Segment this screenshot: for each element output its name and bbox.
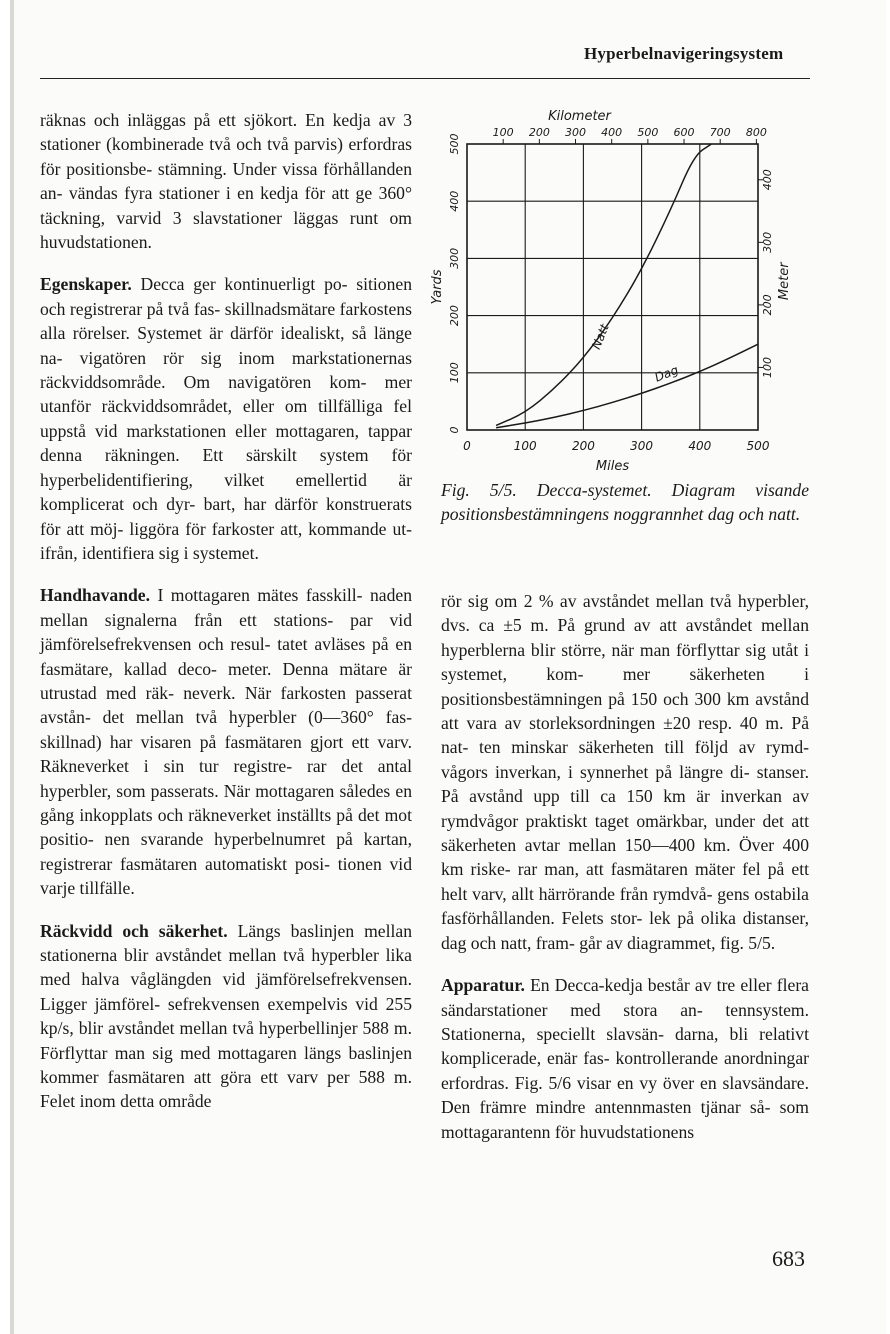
paragraph-egenskaper (40, 272, 412, 565)
x-tick-label: 400 (688, 439, 712, 453)
right-tick-label: 400 (761, 169, 774, 191)
y-tick-label: 200 (448, 305, 461, 327)
x-tick-label: 300 (630, 439, 654, 453)
right-tick-label: 300 (761, 231, 774, 253)
top-tick-label: 600 (673, 126, 695, 139)
x-axis-title: Miles (595, 459, 630, 474)
page-number: 683 (772, 1246, 805, 1271)
paragraph-text: räknas och inläggas på ett sjökort. En kedja av 3 stationer (kombinerade två och två parvis) erfordras för positionsbe- stämning. Under vissa förhållanden an- vändas fyra stationer i en kedja för att ge 360° täckning, varvid 3 slavstationer läggas runt om huvudstationen. (40, 110, 412, 253)
y-tick-label: 100 (448, 362, 461, 384)
right-tick-label: 200 (761, 294, 774, 316)
paragraph-heading: Apparatur. (441, 975, 525, 996)
top-tick-label: 700 (709, 126, 731, 139)
paragraph-text: En Decca-kedja består av tre eller flera sändarstationer med stora an- tennsystem. Stationerna, speciellt slavsän- darna, bli relativt komplicerade, enär fas- kontrollerande anordningar erfordras. Fig. 5/6 visar en vy över en slavsändare. Den främre mindre antennmasten tjänar så- som mottagarantenn för huvudstationens (441, 975, 809, 1142)
top-tick-label: 400 (601, 126, 623, 139)
plot-frame (467, 144, 758, 430)
running-head: Hyperbelnavigeringsystem (584, 44, 784, 63)
right-column (441, 589, 809, 1144)
paragraph-handhavande (40, 583, 412, 900)
paragraph-text: Längs baslinjen mellan stationerna blir avståndet mellan två hyperbler lika med halva våglängden vid jämförelsefrekvensen. Ligger jämförel- sefrekvensen exempelvis vid 255 kp/s, blir avståndet mellan två hyperbellinjer 588 m. Förflyttar man sig med mottagaren längs baslinjen kommer fasmätaren att göra ett varv per 588 m. Felet inom detta område (40, 920, 412, 1112)
right-tick-label: 100 (761, 356, 774, 378)
paragraph-apparatur (441, 973, 809, 1144)
paragraph-heading: Handhavande. (40, 585, 151, 606)
accuracy-chart (425, 100, 810, 480)
paragraph-heading: Egenskaper. (40, 274, 132, 295)
y-axis-title: Yards (430, 269, 445, 305)
top-tick-label: 500 (637, 126, 659, 139)
paragraph-rackvidd (40, 919, 412, 1114)
header-rule (40, 78, 810, 79)
paragraph-error-range (441, 589, 809, 955)
top-axis-title: Kilometer (548, 109, 611, 124)
curve-natt (496, 144, 711, 425)
x-tick-label: 100 (513, 439, 537, 453)
top-tick-label: 100 (492, 126, 514, 139)
series-label-natt: Natt (589, 322, 612, 352)
paragraph-heading: Räckvidd och säkerhet. (40, 920, 228, 941)
y-tick-label: 300 (448, 247, 461, 269)
y-tick-label: 400 (448, 190, 461, 212)
paragraph-intro (40, 108, 412, 254)
top-tick-label: 200 (528, 126, 550, 139)
series-label-dag: Dag (652, 362, 681, 385)
right-axis-title: Meter (777, 262, 792, 301)
left-column (40, 108, 412, 1114)
x-tick-label: 500 (746, 439, 770, 453)
y-tick-label: 500 (448, 133, 461, 155)
curve-dag (496, 344, 758, 428)
paragraph-text: Decca ger kontinuerligt po- sitionen och registrerar på två fas- skillnadsmätare farkostens alla rörelser. Systemet är därför idealiskt, så länge na- vigatören rör sig inom markstationernas räckviddsområde. Om navigatören kom- mer utanför räckviddsområdet, eller om tillfälliga fel uppstå vid markstationen eller mottagaren, tappar denna räkningen. Ett särskilt system för hyperbelidentifiering, vilket emellertid är komplicerat och dyr- bart, har därför konstruerats för att möj- liggöra för farkoster att, kommande ut- ifrån, identifiera sig i systemet. (40, 274, 412, 563)
top-tick-label: 800 (745, 126, 767, 139)
decca-accuracy-figure (425, 100, 810, 480)
x-tick-label: 0 (463, 439, 471, 453)
x-tick-label: 200 (571, 439, 595, 453)
top-tick-label: 300 (565, 126, 587, 139)
paragraph-text: I mottagaren mätes fasskill- naden mellan signalerna från ett stations- par vid jämförelsefrekvensen och resul- tatet avläses på en fasmätare, kallad deco- meter. Denna mätare är utrustad med räk- neverk. När farkosten passerat avstån- det mellan två hyperbler (0—360° fas- skillnad) har visaren på fasmätaren gjort ett varv. Räkneverket i sin tur registre- rar det antal hyperbler, som passerats. När mottagaren således en gång inkopplats och räkneverket inställts på det mot positio- nen svarande hyperbelnumret på kartan, registrerar fasmätaren automatiskt posi- tionen vid varje tillfälle. (40, 585, 412, 899)
y-tick-label: 0 (448, 426, 461, 434)
figure-caption: Fig. 5/5. Decca-systemet. Diagram visande positionsbestämningens noggrannhet dag och natt. (441, 480, 809, 524)
paragraph-text: rör sig om 2 % av avståndet mellan två hyperbler, dvs. ca ±5 m. På grund av att avståndet mellan hyperblerna blir större, när man förflyttar sig utåt i systemet, kom- mer säkerheten i positionsbestämningen på 150 och 300 km avstånd att vara av storleksordningen ±20 resp. 40 m. På nat- ten minskar säkerheten till följd av rymd- vågors inverkan, i synnerhet på längre di- stanser. På avstånd upp till ca 150 km är inverkan av rymdvågor praktiskt taget omärkbar, under det att säkerheten avtar mellan 150—400 km. Över 400 km riske- rar man, att fasmätaren mäter fel på ett helt varv, allt härrörande från rymdvå- gens ostabila fasförhållanden. Felets stor- lek på olika distanser, dag och natt, fram- går av diagrammet, fig. 5/5. (441, 591, 809, 953)
